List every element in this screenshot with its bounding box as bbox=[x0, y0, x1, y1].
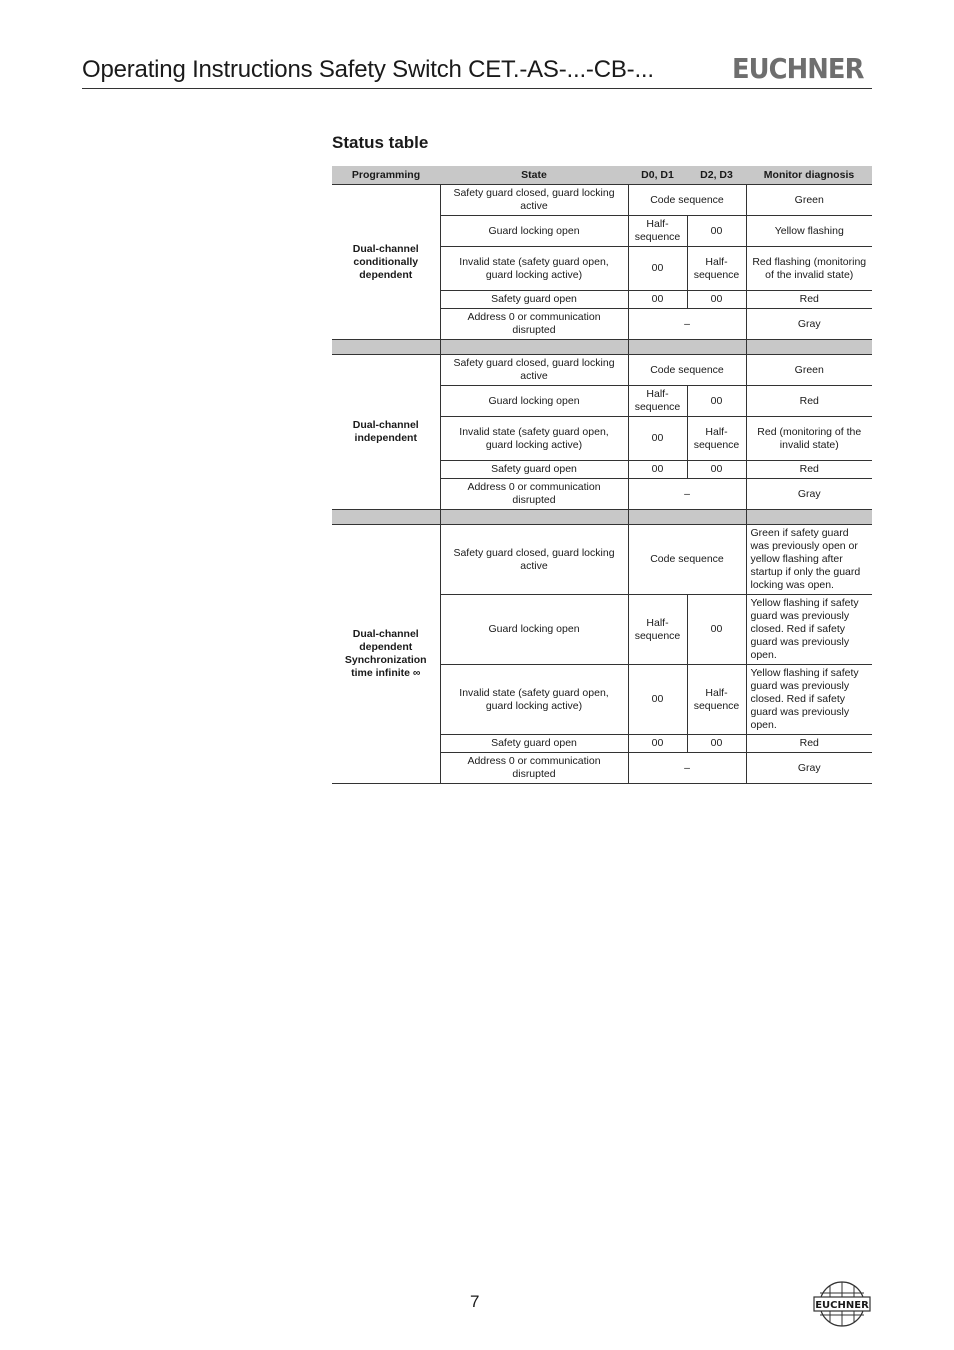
section-title: Status table bbox=[332, 133, 429, 152]
state-cell: Guard locking open bbox=[440, 595, 628, 665]
monitor-cell: Green bbox=[746, 185, 872, 216]
programming-cell: Dual-channel independent bbox=[332, 355, 440, 510]
table-row bbox=[332, 355, 872, 386]
d0-d3-cell: – bbox=[628, 479, 746, 510]
d0-d1-cell: Half-sequence bbox=[628, 595, 687, 665]
d0-d1-cell: 00 bbox=[628, 735, 687, 753]
page-header-title: Operating Instructions Safety Switch CET.-AS-...-CB-... bbox=[82, 56, 654, 83]
d0-d1-cell: 00 bbox=[628, 291, 687, 309]
monitor-cell: Red bbox=[746, 461, 872, 479]
page-number: 7 bbox=[470, 1292, 480, 1311]
group-separator bbox=[332, 340, 872, 355]
monitor-cell: Yellow flashing bbox=[746, 216, 872, 247]
d2-d3-cell: 00 bbox=[687, 386, 746, 417]
programming-cell: Dual-channel dependent Synchronization time infinite ∞ bbox=[332, 525, 440, 784]
d0-d1-cell: 00 bbox=[628, 461, 687, 479]
d0-d1-cell: 00 bbox=[628, 417, 687, 461]
state-cell: Safety guard closed, guard locking active bbox=[440, 355, 628, 386]
monitor-cell: Yellow flashing if safety guard was previously closed. Red if safety guard was previously open. bbox=[746, 665, 872, 735]
state-cell: Guard locking open bbox=[440, 386, 628, 417]
monitor-cell: Red flashing (monitoring of the invalid state) bbox=[746, 247, 872, 291]
state-cell: Safety guard open bbox=[440, 291, 628, 309]
header-rule bbox=[82, 88, 872, 89]
state-cell: Address 0 or communication disrupted bbox=[440, 309, 628, 340]
state-cell: Safety guard closed, guard locking active bbox=[440, 185, 628, 216]
state-cell: Safety guard closed, guard locking active bbox=[440, 525, 628, 595]
d2-d3-cell: 00 bbox=[687, 735, 746, 753]
monitor-cell: Red bbox=[746, 735, 872, 753]
monitor-cell: Green if safety guard was previously open or yellow flashing after startup if only the guard locking was open. bbox=[746, 525, 872, 595]
d0-d1-cell: Half-sequence bbox=[628, 386, 687, 417]
state-cell: Invalid state (safety guard open, guard locking active) bbox=[440, 247, 628, 291]
column-header-state: State bbox=[440, 166, 628, 185]
state-cell: Invalid state (safety guard open, guard locking active) bbox=[440, 665, 628, 735]
d2-d3-cell: Half-sequence bbox=[687, 417, 746, 461]
monitor-cell: Gray bbox=[746, 753, 872, 784]
d0-d3-cell: Code sequence bbox=[628, 185, 746, 216]
euchner-logo: EUCHNER bbox=[732, 52, 864, 85]
d2-d3-cell: 00 bbox=[687, 216, 746, 247]
state-cell: Safety guard open bbox=[440, 461, 628, 479]
d2-d3-cell: 00 bbox=[687, 595, 746, 665]
column-header-monitor-diagnosis: Monitor diagnosis bbox=[746, 166, 872, 185]
monitor-cell: Green bbox=[746, 355, 872, 386]
d0-d3-cell: – bbox=[628, 309, 746, 340]
table-header-row bbox=[332, 166, 872, 185]
status-table bbox=[332, 166, 872, 784]
column-header-d2-d3: D2, D3 bbox=[687, 166, 746, 185]
monitor-cell: Gray bbox=[746, 479, 872, 510]
d2-d3-cell: Half-sequence bbox=[687, 665, 746, 735]
programming-cell: Dual-channel conditionally dependent bbox=[332, 185, 440, 340]
table-row bbox=[332, 185, 872, 216]
euchner-seal-logo bbox=[812, 1280, 872, 1328]
state-cell: Guard locking open bbox=[440, 216, 628, 247]
d2-d3-cell: 00 bbox=[687, 291, 746, 309]
state-cell: Address 0 or communication disrupted bbox=[440, 479, 628, 510]
column-header-d0-d1: D0, D1 bbox=[628, 166, 687, 185]
d2-d3-cell: Half-sequence bbox=[687, 247, 746, 291]
state-cell: Address 0 or communication disrupted bbox=[440, 753, 628, 784]
monitor-cell: Gray bbox=[746, 309, 872, 340]
monitor-cell: Yellow flashing if safety guard was previously closed. Red if safety guard was previously open. bbox=[746, 595, 872, 665]
d0-d1-cell: Half-sequence bbox=[628, 216, 687, 247]
d0-d3-cell: Code sequence bbox=[628, 525, 746, 595]
table-row bbox=[332, 525, 872, 595]
d0-d1-cell: 00 bbox=[628, 247, 687, 291]
d0-d3-cell: Code sequence bbox=[628, 355, 746, 386]
state-cell: Invalid state (safety guard open, guard locking active) bbox=[440, 417, 628, 461]
monitor-cell: Red bbox=[746, 291, 872, 309]
d0-d1-cell: 00 bbox=[628, 665, 687, 735]
group-separator bbox=[332, 510, 872, 525]
state-cell: Safety guard open bbox=[440, 735, 628, 753]
column-header-programming: Programming bbox=[332, 166, 440, 185]
footer-logo-text: EUCHNER bbox=[815, 1300, 869, 1311]
d2-d3-cell: 00 bbox=[687, 461, 746, 479]
d0-d3-cell: – bbox=[628, 753, 746, 784]
monitor-cell: Red bbox=[746, 386, 872, 417]
monitor-cell: Red (monitoring of the invalid state) bbox=[746, 417, 872, 461]
